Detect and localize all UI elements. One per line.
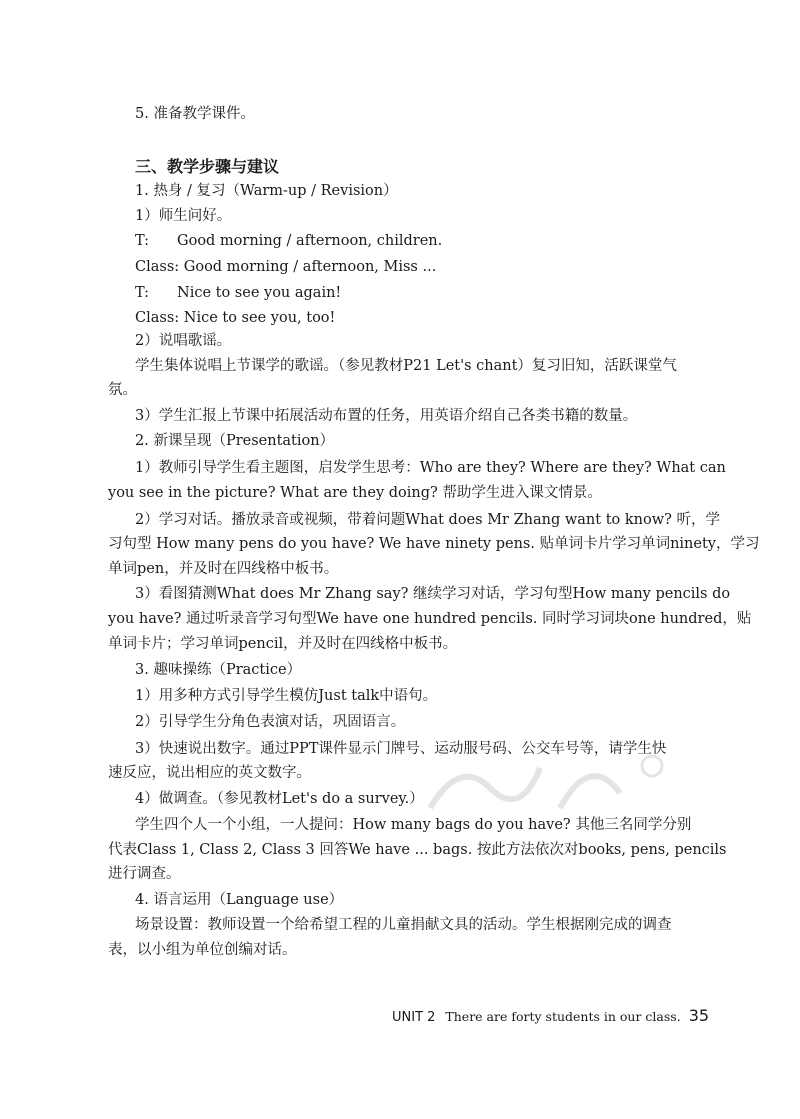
dialogue-speaker: T: bbox=[135, 233, 150, 249]
paragraph-line: 1）用多种方式引导学生模仿Just talk中语句。 bbox=[135, 688, 438, 704]
dialogue-line-1 bbox=[135, 230, 715, 252]
paragraph-line: 3）快速说出数字。通过PPT课件显示门牌号、运动服号码、公交车号等，请学生快 bbox=[135, 741, 667, 757]
step-2-heading: 2. 新课呈现（Presentation） bbox=[135, 433, 335, 449]
step-4-heading: 4. 语言运用（Language use） bbox=[135, 892, 344, 908]
paragraph-line: 学生集体说唱上节课学的歌谣。（参见教材P21 Let's chant）复习旧知，活跃课堂气 bbox=[135, 358, 677, 374]
dialogue-speaker: T: bbox=[135, 285, 150, 301]
paragraph-line: 单词pen，并及时在四线格中板书。 bbox=[108, 561, 339, 577]
footer-title: There are forty students in our class. bbox=[445, 1009, 681, 1024]
dialogue-line-3 bbox=[135, 282, 715, 304]
paragraph-line: 1）教师引导学生看主题图，启发学生思考：Who are they? Where are they? What can bbox=[135, 460, 726, 476]
paragraph-line: 4）做调查。（参见教材Let's do a survey.） bbox=[135, 791, 424, 807]
step-1-sub-1: 1）师生问好。 bbox=[135, 208, 232, 224]
paragraph-line: 3）看图猜测What does Mr Zhang say? 继续学习对话，学习句型How many pencils do bbox=[135, 586, 731, 602]
paragraph-line: 速反应，说出相应的英文数字。 bbox=[108, 765, 311, 781]
section-3-title: 三、教学步骤与建议 bbox=[135, 157, 280, 176]
paragraph-line: 场景设置：教师设置一个给希望工程的儿童捐献文具的活动。学生根据刚完成的调查 bbox=[135, 917, 672, 933]
paragraph-line: 单词卡片；学习单词pencil，并及时在四线格中板书。 bbox=[108, 636, 458, 652]
paragraph-line: you see in the picture? What are they doing? 帮助学生进入课文情景。 bbox=[108, 485, 602, 501]
footer-unit: UNIT 2 bbox=[392, 1010, 436, 1025]
paragraph-line: you have? 通过听录音学习句型We have one hundred pencils. 同时学习词块one hundred，贴 bbox=[108, 611, 752, 627]
paragraph-line: 进行调查。 bbox=[108, 866, 181, 882]
step-1-sub-2: 2）说唱歌谣。 bbox=[135, 333, 232, 349]
paragraph-line: 习句型 How many pens do you have? We have ninety pens. 贴单词卡片学习单词ninety，学习 bbox=[108, 536, 760, 552]
paragraph-line: 2）学习对话。播放录音或视频，带着问题What does Mr Zhang want to know? 听，学 bbox=[135, 512, 721, 528]
page-number: 35 bbox=[688, 1006, 710, 1025]
step-1-heading: 1. 热身 / 复习（Warm-up / Revision） bbox=[135, 183, 398, 199]
paragraph-line: 氛。 bbox=[108, 382, 137, 398]
paragraph-line: 代表Class 1, Class 2, Class 3 回答We have ... bags. 按此方法依次对books, pens, pencils bbox=[108, 842, 727, 858]
paragraph-line: 2）引导学生分角色表演对话，巩固语言。 bbox=[135, 714, 406, 730]
item-5: 5. 准备教学课件。 bbox=[135, 106, 255, 122]
dialogue-text: Good morning / afternoon, children. bbox=[177, 233, 443, 249]
dialogue-line-4: Class: Nice to see you, too! bbox=[135, 310, 336, 326]
paragraph-line: 表，以小组为单位创编对话。 bbox=[108, 942, 297, 958]
watermark-icon bbox=[420, 748, 670, 818]
dialogue-line-2: Class: Good morning / afternoon, Miss ... bbox=[135, 259, 437, 275]
step-1-sub-3: 3）学生汇报上节课中拓展活动布置的任务，用英语介绍自己各类书籍的数量。 bbox=[135, 408, 638, 424]
step-3-heading: 3. 趣味操练（Practice） bbox=[135, 662, 302, 678]
dialogue-text: Nice to see you again! bbox=[177, 285, 342, 301]
page-footer bbox=[392, 1006, 722, 1025]
paragraph-line: 学生四个人一个小组，一人提问：How many bags do you have? 其他三名同学分别 bbox=[135, 817, 692, 833]
